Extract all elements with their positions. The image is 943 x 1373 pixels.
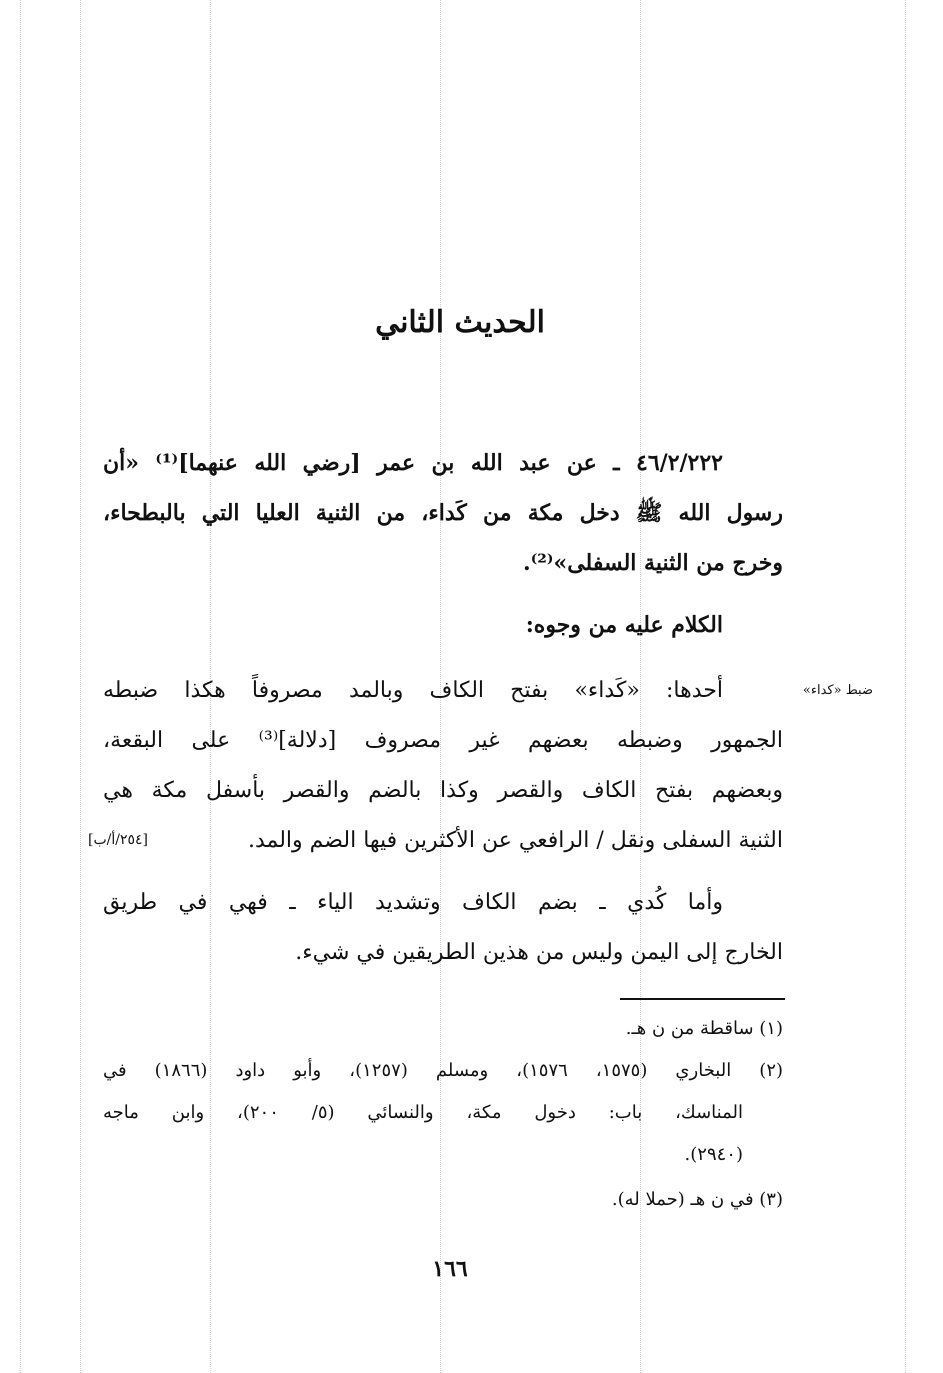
footnote-2-line-3: (٢٩٤٠). [684, 1144, 743, 1165]
paragraph1-line-1: أحدها: «كَداء» بفتح الكاف وبالمد مصروفاً هكذا ضبطه [103, 678, 723, 703]
margin-note-folio: [٢٥٤/أ/ب] [88, 832, 148, 848]
paragraph1-line-2: الجمهور وضبطه بعضهم غير مصروف [دلالة]⁽³⁾ على البقعة، [103, 728, 784, 753]
paragraph1-line-4: الثنية السفلى ونقل / الرافعي عن الأكثرين فيها الضم والمد. [247, 828, 783, 853]
section-intro: الكلام عليه من وجوه: [525, 612, 723, 638]
hadith-line-1: ٤٦/٢/٢٢٢ ـ عن عبد الله بن عمر [رضي الله عنهما]⁽¹⁾ «أن [103, 450, 723, 476]
dotted-guide-line [20, 0, 21, 1373]
footnote-1: (١) ساقطة من ن هـ. [625, 1018, 783, 1039]
footnote-2-line-2: المناسك، باب: دخول مكة، والنسائي (٥/ ٢٠٠)، وابن ماجه [103, 1102, 743, 1123]
dotted-guide-line [80, 0, 81, 1373]
chapter-title: الحديث الثاني [375, 305, 545, 340]
paragraph1-line-3: وبعضهم بفتح الكاف والقصر وكذا بالضم والقصر بأسفل مكة هي [103, 778, 783, 803]
margin-note-kada: ضبط «كداء» [802, 683, 873, 698]
footnote-separator [620, 998, 785, 1000]
paragraph2-line-1: وأما كُدي ـ بضم الكاف وتشديد الياء ـ فهي في طريق [103, 890, 723, 915]
hadith-line-2: رسول الله ﷺ دخل مكة من كَداء، من الثنية العليا التي بالبطحاء، [103, 500, 783, 526]
footnote-3: (٣) في ن هـ (حملا له). [611, 1189, 783, 1210]
paragraph2-line-2: الخارج إلى اليمن وليس من هذين الطريقين في شيء. [295, 940, 783, 965]
page-number: ١٦٦ [432, 1256, 468, 1282]
hadith-line-3: وخرج من الثنية السفلى»⁽²⁾. [523, 550, 783, 576]
dotted-guide-line [905, 0, 906, 1373]
footnote-2-line-1: (٢) البخاري (١٥٧٥، ١٥٧٦)، ومسلم (١٢٥٧)، وأبو داود (١٨٦٦) في [103, 1060, 784, 1081]
